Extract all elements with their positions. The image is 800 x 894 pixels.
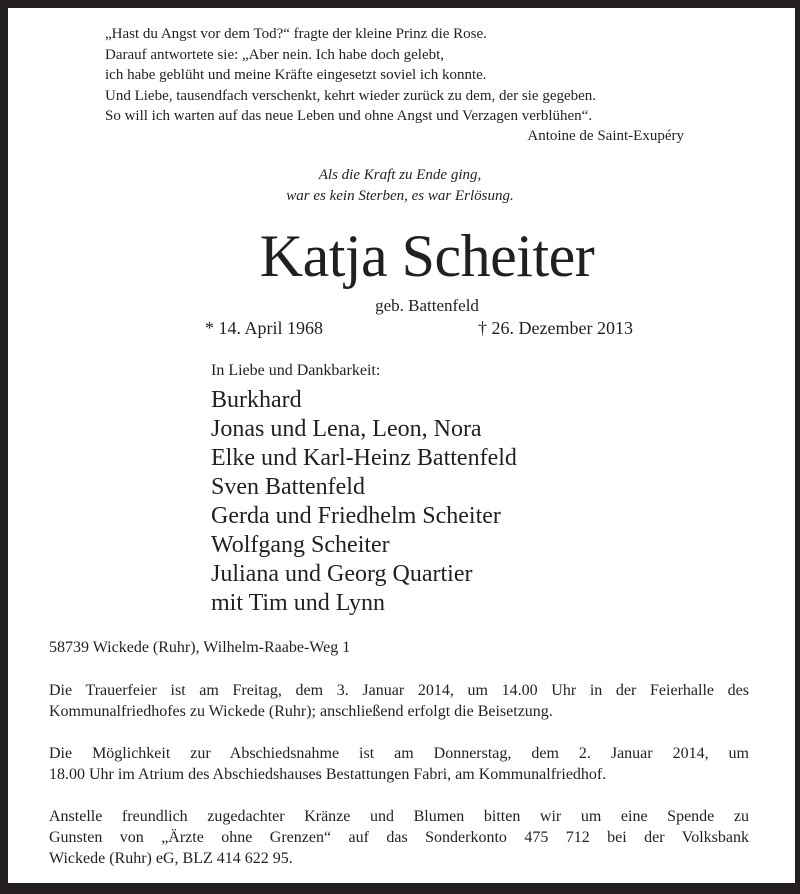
donation-info bbox=[49, 806, 749, 869]
mourner-name: Burkhard bbox=[211, 387, 302, 413]
funeral-line: Die Trauerfeier ist am Freitag, dem 3. Januar 2014, um 14.00 Uhr in der Feierhalle des bbox=[49, 682, 749, 699]
farewell-info bbox=[49, 743, 749, 785]
maiden-name: geb. Battenfeld bbox=[375, 296, 479, 315]
quote-author: Antoine de Saint-Exupéry bbox=[527, 128, 684, 144]
address-line: 58739 Wickede (Ruhr), Wilhelm-Raabe-Weg 1 bbox=[49, 639, 351, 656]
mourners-intro: In Liebe und Dankbarkeit: bbox=[211, 362, 381, 379]
farewell-line: Die Möglichkeit zur Abschiedsnahme ist am Donnerstag, dem 2. Januar 2014, um bbox=[49, 745, 749, 762]
deceased-name: Katja Scheiter bbox=[259, 223, 595, 289]
mourner-name: Jonas und Lena, Leon, Nora bbox=[211, 416, 482, 442]
quote-line: Darauf antwortete sie: „Aber nein. Ich habe doch gelebt, bbox=[105, 46, 445, 63]
mourner-name: Sven Battenfeld bbox=[211, 474, 365, 500]
farewell-line: 18.00 Uhr im Atrium des Abschiedshauses Bestattungen Fabri, am Kommunalfriedhof. bbox=[49, 766, 607, 783]
mourner-name: Wolfgang Scheiter bbox=[211, 532, 390, 558]
poem-quote bbox=[105, 24, 596, 127]
death-date: † 26. Dezember 2013 bbox=[478, 318, 633, 338]
funeral-line: Kommunalfriedhofes zu Wickede (Ruhr); anschließend erfolgt die Beisetzung. bbox=[49, 703, 553, 720]
address bbox=[49, 637, 749, 658]
motto-line: war es kein Sterben, es war Erlösung. bbox=[286, 188, 514, 204]
birth-date: * 14. April 1968 bbox=[205, 318, 324, 338]
quote-line: „Hast du Angst vor dem Tod?“ fragte der kleine Prinz die Rose. bbox=[105, 26, 487, 42]
donation-line: Wickede (Ruhr) eG, BLZ 414 622 95. bbox=[49, 850, 293, 867]
quote-line: ich habe geblüht und meine Kräfte eingesetzt soviel ich konnte. bbox=[105, 67, 487, 83]
mourner-name: Gerda und Friedhelm Scheiter bbox=[211, 503, 501, 529]
funeral-info bbox=[49, 680, 749, 722]
motto bbox=[0, 165, 800, 207]
quote-line: So will ich warten auf das neue Leben und ohne Angst und Verzagen verblühen“. bbox=[105, 108, 593, 124]
quote-line: Und Liebe, tausendfach verschenkt, kehrt wieder zurück zu dem, der sie gegeben. bbox=[105, 87, 597, 104]
mourner-name: mit Tim und Lynn bbox=[211, 590, 386, 616]
donation-line: Gunsten von „Ärzte ohne Grenzen“ auf das Sonderkonto 475 712 bei der Volksbank bbox=[49, 829, 749, 846]
mourners-list bbox=[211, 386, 517, 618]
mourner-name: Elke und Karl-Heinz Battenfeld bbox=[211, 445, 517, 471]
motto-line: Als die Kraft zu Ende ging, bbox=[318, 167, 482, 183]
mourner-name: Juliana und Georg Quartier bbox=[211, 561, 473, 587]
donation-line: Anstelle freundlich zugedachter Kränze und Blumen bitten wir um eine Spende zu bbox=[49, 808, 749, 825]
